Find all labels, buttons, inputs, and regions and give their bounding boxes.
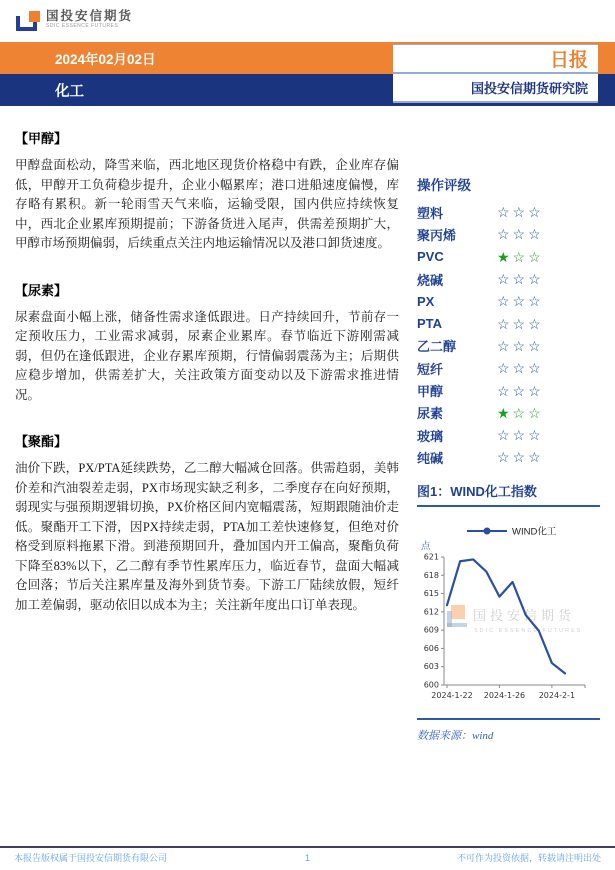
logo-text-block bbox=[46, 9, 133, 29]
svg-text:2024-2-1: 2024-2-1 bbox=[538, 690, 576, 700]
rating-stars: ☆☆☆ bbox=[497, 271, 544, 288]
company-logo-icon bbox=[15, 9, 40, 34]
footer-copyright: 本报告版权属于国投安信期货有限公司 bbox=[14, 853, 168, 863]
svg-text:615: 615 bbox=[423, 588, 439, 598]
section-title-urea: 【尿素】 bbox=[15, 282, 68, 298]
page-footer bbox=[0, 846, 615, 864]
institute-row bbox=[393, 74, 598, 103]
rating-name: 短纤 bbox=[417, 361, 444, 377]
rating-stars: ☆☆☆ bbox=[497, 382, 544, 399]
rating-row-methanol bbox=[417, 379, 600, 401]
svg-text:609: 609 bbox=[423, 625, 439, 635]
main-content bbox=[0, 106, 615, 743]
rating-stars: ☆☆☆ bbox=[497, 293, 544, 310]
svg-text:2024-1-22: 2024-1-22 bbox=[431, 690, 473, 700]
rating-row-urea bbox=[417, 402, 600, 424]
rating-stars: ☆☆☆ bbox=[497, 427, 544, 444]
rating-stars: ☆☆☆ bbox=[497, 226, 544, 243]
rating-name: PX bbox=[417, 293, 435, 309]
rating-row-pvc bbox=[417, 246, 600, 268]
rating-row-staple-fiber bbox=[417, 357, 600, 379]
rating-stars: ☆☆☆ bbox=[497, 204, 544, 221]
rating-name: 聚丙烯 bbox=[417, 227, 457, 243]
section-title-polyester: 【聚酯】 bbox=[15, 434, 68, 449]
svg-text:国投安信期货: 国投安信期货 bbox=[473, 607, 576, 623]
rating-row-px bbox=[417, 290, 600, 312]
svg-text:603: 603 bbox=[423, 661, 439, 671]
footer-disclaimer: 不可作为投资依据，转载请注明出处 bbox=[457, 853, 602, 863]
rating-name: 甲醇 bbox=[417, 384, 444, 400]
report-category: 化工 bbox=[55, 83, 84, 100]
header-right-panel bbox=[393, 44, 598, 103]
section-body-methanol: 甲醇盘面松动，降雪来临，西北地区现货价格稳中有跌，企业库存偏低，甲醇开工负荷稳步提升，企业小幅累库；港口进船速度偏慢，库存略有累积。新一轮雨雪天气来临，运输受限，国内供应持续恢复中，西北企业累库预期提前；下游备货进入尾声，供需差预期扩大，甲醇市场预期偏弱，后续重点关注内地运输情况以及港口卸货速度。 bbox=[15, 158, 399, 250]
rating-stars: ☆☆☆ bbox=[497, 449, 544, 466]
rating-name: 尿素 bbox=[417, 406, 444, 422]
rating-row-plastics bbox=[417, 201, 600, 223]
rating-row-meg bbox=[417, 335, 600, 357]
logo-company-name-en: SDIC ESSENCE FUTURES bbox=[46, 23, 119, 29]
rating-stars: ★☆☆ bbox=[497, 404, 544, 421]
rating-header: 操作评级 bbox=[417, 178, 471, 193]
section-body-polyester: 油价下跌，PX/PTA延续跌势，乙二醇大幅减仓回落。供需趋弱，美韩价差和汽油裂差走弱，PX市场现实缺乏利多，二季度存在向好预期，弱现实与强预期逻辑切换，PX价格区间内宽幅震荡，短期跟随油价走低。聚酯开工下滑，因PX持续走弱，PTA加工差快速修复，但绝对价格受到原料拖累下滑。到港预期回升，叠加国内开工偏高，聚酯负荷下降至83%以下，乙二醇有季节性累库压力，临近春节，盘面大幅减仓回落；节后关注累库量及海外到货节奏。下游工厂陆续放假，短纤加工差偏弱，驱动依旧以成本为主；关注新年度出口订单表现。 bbox=[15, 461, 399, 612]
sidebar-column bbox=[417, 106, 600, 743]
rating-stars: ☆☆☆ bbox=[497, 315, 544, 332]
svg-text:606: 606 bbox=[423, 643, 439, 653]
section-title-methanol: 【甲醇】 bbox=[15, 131, 68, 146]
rating-name: 乙二醇 bbox=[417, 339, 457, 355]
footer-row bbox=[0, 848, 615, 864]
rating-row-polypropylene bbox=[417, 223, 600, 245]
svg-text:点: 点 bbox=[421, 540, 431, 552]
brand-header bbox=[0, 0, 615, 42]
figure-chart-container bbox=[417, 519, 600, 720]
svg-text:2024-1-26: 2024-1-26 bbox=[483, 690, 526, 700]
report-type-label: 日报 bbox=[549, 50, 588, 71]
rating-row-pta bbox=[417, 312, 600, 334]
report-date: 2024年02月02日 bbox=[55, 52, 156, 67]
logo-company-name: 国投安信期货 bbox=[46, 9, 134, 23]
svg-text:WIND化工: WIND化工 bbox=[512, 526, 557, 538]
rating-name: 烧碱 bbox=[417, 272, 444, 288]
wind-chemical-index-chart bbox=[417, 519, 600, 711]
report-body-column bbox=[15, 106, 399, 743]
rating-row-caustic-soda bbox=[417, 268, 600, 290]
title-bands bbox=[0, 42, 615, 106]
logo-orange-square bbox=[29, 11, 40, 22]
svg-text:600: 600 bbox=[423, 680, 439, 690]
rating-name: 塑料 bbox=[417, 205, 444, 221]
rating-row-soda-ash bbox=[417, 446, 600, 468]
data-source-note: 数据来源：wind bbox=[417, 729, 494, 742]
rating-stars: ★☆☆ bbox=[497, 248, 544, 265]
institute-label: 国投安信期货研究院 bbox=[470, 81, 588, 96]
footer-page-number: 1 bbox=[305, 852, 311, 863]
rating-name: PTA bbox=[417, 316, 443, 332]
rating-name: 玻璃 bbox=[417, 428, 444, 444]
rating-stars: ☆☆☆ bbox=[497, 360, 544, 377]
rating-row-glass bbox=[417, 424, 600, 446]
rating-name: 纯碱 bbox=[417, 450, 444, 466]
svg-text:618: 618 bbox=[423, 570, 439, 580]
figure-title: 图1：WIND化工指数 bbox=[417, 481, 600, 507]
report-type-row bbox=[393, 45, 598, 74]
rating-stars: ☆☆☆ bbox=[497, 337, 544, 354]
svg-text:612: 612 bbox=[423, 606, 439, 616]
section-body-urea: 尿素盘面小幅上涨，储备性需求逢低跟进。日产持续回升，节前存一定预收压力，工业需求减弱，尿素企业累库。春节临近下游刚需减弱，但仍在逢低跟进，企业存累库预期，行情偏弱震荡为主；后期供应稳步增加，供需差扩大，关注政策方面变动以及下游需求推进情况。 bbox=[15, 309, 399, 402]
svg-text:621: 621 bbox=[423, 552, 439, 562]
rating-name: PVC bbox=[417, 249, 444, 265]
svg-text:SDIC ESSENCE FUTURES: SDIC ESSENCE FUTURES bbox=[474, 627, 583, 634]
